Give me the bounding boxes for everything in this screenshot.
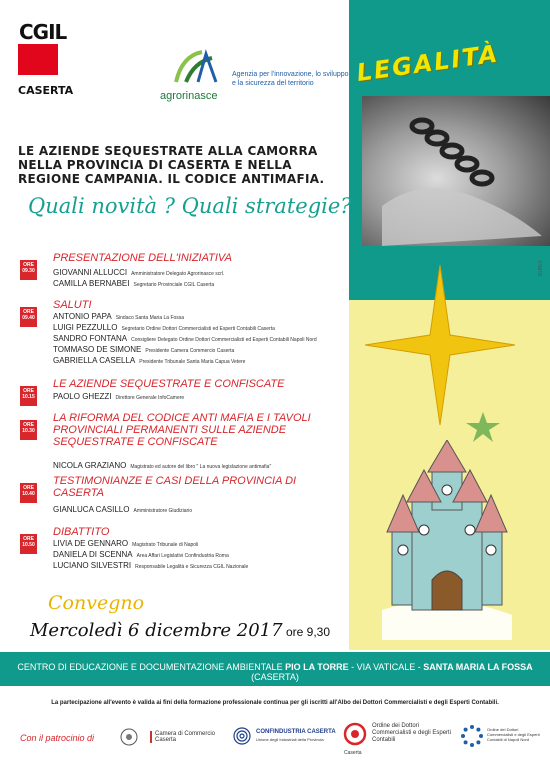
speaker-role: Magistrato Tribunale di Napoli [132, 542, 199, 548]
speaker-name: LUCIANO SILVESTRI [53, 561, 132, 570]
time-badge-value: 09.40 [22, 315, 35, 321]
venue-street: - VIA VATICALE - [348, 662, 424, 672]
time-badge-ore: ORE [23, 262, 34, 268]
time-badge-value: 10.15 [22, 394, 35, 400]
section-title: DIBATTITO [53, 526, 110, 538]
speaker-row [53, 561, 248, 572]
time-badge-ore: ORE [23, 422, 34, 428]
speaker-row [53, 279, 214, 290]
star-icon [365, 265, 515, 425]
speaker-name: SANDRO FONTANA [53, 334, 128, 343]
time-badge [20, 260, 37, 280]
time-badge-value: 10.30 [22, 428, 35, 434]
speaker-role: Responsabile Legalità e Sicurezza CGIL Nazionale [135, 564, 249, 570]
odcec-caserta-icon [343, 722, 367, 746]
accreditation-note: La partecipazione all'evento è valida ai fini della formazione professionale continua per gli iscritti all'Albo dei Dottori Commercialisti e degli Esperti Contabili. [51, 700, 499, 706]
speaker-role: Presidente Camera Commercio Caserta [145, 348, 235, 354]
venue-text [0, 662, 550, 682]
photo-credit: DUBLY [538, 259, 545, 277]
speaker-row [53, 392, 184, 403]
speaker-row [53, 356, 245, 367]
time-badge-value: 09.30 [22, 268, 35, 274]
event-title: LE AZIENDE SEQUESTRATE ALLA CAMORRA NELLA PROVINCIA DI CASERTA E NELLA REGIONE CAMPANIA. IL CODICE ANTIMAFIA. [18, 144, 325, 186]
speaker-role: Consigliere Delegato Ordine Dottori Commercialisti ed Esperti Contabili Napoli Nord [131, 337, 317, 343]
speaker-row [53, 461, 271, 472]
agrorinasce-name: agrorinasce [160, 90, 218, 102]
speaker-name: NICOLA GRAZIANO [53, 461, 127, 470]
time-badge-value: 10.40 [22, 491, 35, 497]
speaker-name: GABRIELLA CASELLA [53, 356, 136, 365]
speaker-row [53, 550, 229, 561]
speaker-name: DANIELA DI SCENNA [53, 550, 133, 559]
time-badge [20, 420, 37, 440]
odcec-caserta-logo: Ordine dei Dottori Commercialisti e degli Esperti Contabili [372, 723, 452, 743]
speaker-row [53, 312, 184, 323]
event-subtitle: Quali novità ? Quali strategie? [28, 194, 352, 218]
speaker-role: Area Affari Legislativi Confindustria Roma [136, 553, 229, 559]
speaker-name: LUIGI PEZZULLO [53, 323, 118, 332]
speaker-row [53, 539, 198, 550]
speaker-row [53, 323, 275, 334]
odcec-napoli-nord-icon [460, 724, 484, 748]
time-badge-ore: ORE [23, 536, 34, 542]
venue-province: (CASERTA) [251, 672, 299, 682]
section-title: SALUTI [53, 299, 92, 311]
speaker-row [53, 505, 192, 516]
camera-commercio-emblem-icon [120, 728, 138, 746]
speaker-role: Amministratore Giudiziario [133, 508, 193, 514]
time-badge [20, 386, 37, 406]
speaker-name: CAMILLA BERNABEI [53, 279, 130, 288]
cgil-caserta-text: CASERTA [18, 84, 74, 97]
confindustria-subtitle: Unione degli Industriali della Provincia [256, 737, 324, 742]
time-badge [20, 534, 37, 554]
odcec-napoli-nord-logo: Ordine dei Dottori Commercialisti e degli Esperti Contabili di Napoli Nord [487, 727, 540, 742]
speaker-role: Magistrato ed autore del libro " La nuova legislazione antimafia" [130, 464, 272, 470]
speaker-role: Presidente Tribunale Santa Maria Capua Vetere [139, 359, 246, 365]
cgil-logo-text: CGIL [19, 20, 67, 44]
chained-hands-photo [362, 96, 550, 246]
section-title: LE AZIENDE SEQUESTRATE E CONFISCATE [53, 378, 285, 390]
camera-commercio-logo: Camera di Commercio Caserta [150, 731, 225, 743]
confindustria-logo: CONFINDUSTRIA CASERTA [256, 729, 336, 735]
castle-illustration [372, 440, 522, 640]
time-badge [20, 307, 37, 327]
agrorinasce-logo-icon [172, 48, 218, 86]
speaker-name: GIOVANNI ALLUCCI [53, 268, 128, 277]
event-date: Mercoledì 6 dicembre 2017 [30, 620, 283, 641]
speaker-row [53, 334, 317, 345]
speaker-name: GIANLUCA CASILLO [53, 505, 130, 514]
time-badge-ore: ORE [23, 388, 34, 394]
speaker-name: TOMMASO DE SIMONE [53, 345, 142, 354]
speaker-name: PAOLO GHEZZI [53, 392, 112, 401]
time-badge [20, 483, 37, 503]
event-time: ore 9,30 [286, 625, 331, 639]
patronage-label: Con il patrocinio di [20, 733, 95, 743]
speaker-row [53, 345, 234, 356]
speaker-role: Amministratore Delegato Agrorinasce scrl. [131, 271, 225, 277]
section-title: TESTIMONIANZE E CASI DELLA PROVINCIA DI CASERTA [53, 475, 297, 499]
event-label: Convegno [48, 592, 145, 614]
speaker-role: Segretario Provinciale CGIL Caserta [133, 282, 215, 288]
speaker-row [53, 268, 224, 279]
speaker-name: LIVIA DE GENNARO [53, 539, 129, 548]
section-title: PRESENTAZIONE DELL'INIZIATIVA [53, 252, 232, 264]
chain-icon [362, 96, 550, 246]
odcec-caserta-city: Caserta [344, 750, 362, 756]
section-title: LA RIFORMA DEL CODICE ANTI MAFIA E I TAVOLI PROVINCIALI PERMANENTI SULLE AZIENDE SEQUESTRATE E CONFISCATE [53, 412, 311, 448]
time-badge-ore: ORE [23, 309, 34, 315]
speaker-role: Sindaco Santa Maria La Fossa [115, 315, 185, 321]
confindustria-icon [230, 726, 254, 746]
venue-town: SANTA MARIA LA FOSSA [423, 662, 533, 672]
venue-name: PIO LA TORRE [285, 662, 349, 672]
speaker-role: Segretario Ordine Dottori Commercialisti ed Esperti Contabili Caserta [121, 326, 275, 332]
speaker-name: ANTONIO PAPA [53, 312, 112, 321]
speaker-role: Direttore Generale InfoCamere [115, 395, 185, 401]
small-star-icon [466, 412, 500, 442]
time-badge-value: 10.50 [22, 542, 35, 548]
time-badge-ore: ORE [23, 485, 34, 491]
agrorinasce-description: Agenzia per l'innovazione, lo sviluppo e la sicurezza del territorio [232, 71, 349, 87]
venue-part: CENTRO DI EDUCAZIONE E DOCUMENTAZIONE AMBIENTALE [17, 662, 286, 672]
legalita-title: LEGALITÀ [354, 39, 501, 88]
